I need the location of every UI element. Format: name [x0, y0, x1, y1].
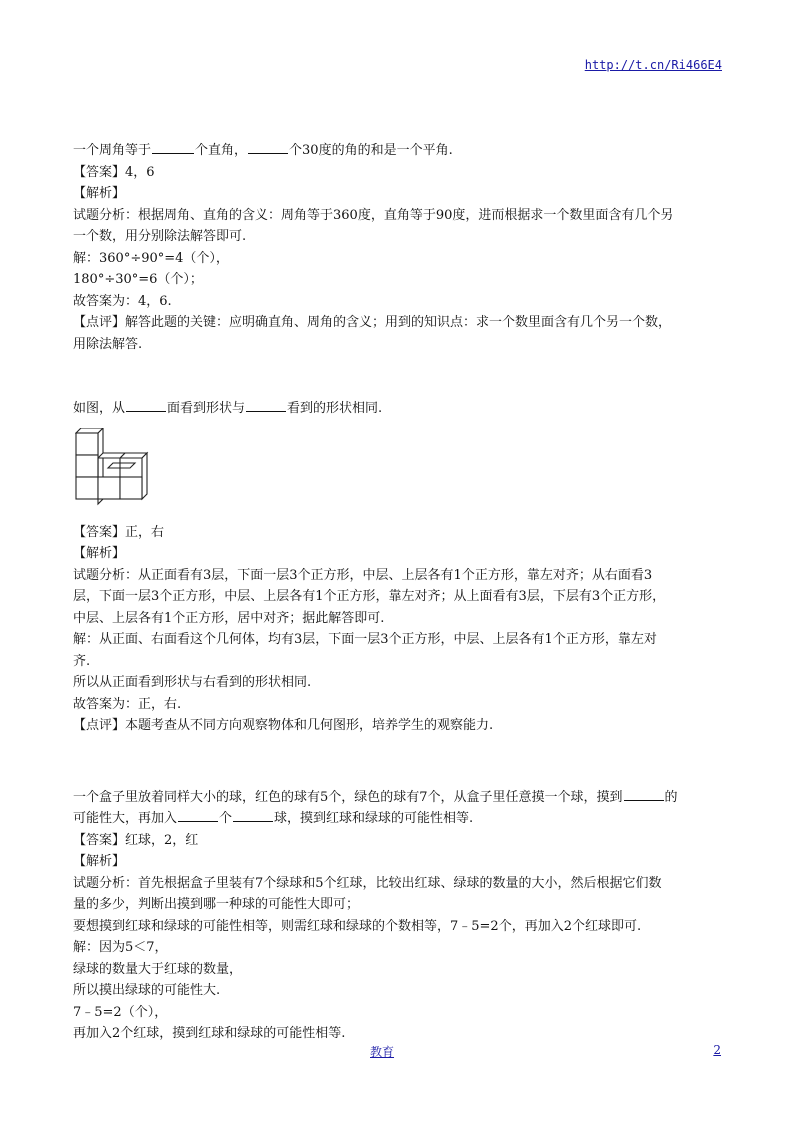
q2-analysis-line: 【点评】本题考查从不同方向观察物体和几何图形，培养学生的观察能力. [73, 718, 494, 733]
answer-blank[interactable] [624, 788, 664, 801]
q2-analysis-line: 所以从正面看到形状与右看到的形状相同. [73, 675, 312, 690]
q3-stem: 一个盒子里放着同样大小的球，红色的球有5个，绿色的球有7个，从盒子里任意摸一个球，摸到 的 [73, 789, 678, 805]
q3-answer: 【答案】红球，2，红 [73, 832, 199, 848]
q2-analysis-line: 齐. [73, 653, 91, 669]
q3-analysis-line: 试题分析：首先根据盒子里装有7个绿球和5个红球，比较出红球、绿球的数量的大小，然后根据它们数 [73, 875, 662, 891]
q2-analysis-line: 层，下面一层3个正方形，中层、上层各有1个正方形，靠左对齐；从上面看有3层，下层有3个正方形， [73, 589, 666, 604]
q3-analysis-line: 解：因为5＜7， [73, 940, 168, 955]
answer-blank[interactable] [126, 399, 166, 412]
q1-analysis-line: 试题分析：根据周角、直角的含义：周角等于360度，直角等于90度，进而根据求一个数里面含有几个另 [73, 207, 674, 223]
q1-answer: 【答案】4，6 [73, 164, 155, 180]
q3-analysis-line: 量的多少，判断出摸到哪一种球的可能性大即可； [73, 897, 360, 912]
q3-stem: 可能性大，再加入 个 球，摸到红球和绿球的可能性相等. [73, 811, 474, 826]
footer-link[interactable]: 教育 [370, 1045, 395, 1059]
answer-blank[interactable] [248, 141, 288, 154]
page-content [73, 140, 723, 1045]
q2-answer: 【答案】正，右 [73, 524, 165, 540]
q3-analysis-line: 要想摸到红球和绿球的可能性相等，则需红球和绿球的个数相等，7﹣5=2个，再加入2个红球即可. [73, 918, 642, 934]
answer-blank[interactable] [152, 141, 194, 154]
q1-analysis-line: 一个数，用分别除法解答即可. [73, 229, 247, 244]
q1-analysis-line: 解：360°÷90°=4（个）， [73, 250, 229, 266]
header-link[interactable]: http://t.cn/Ri466E4 [584, 58, 722, 72]
q3-analysis-label: 【解析】 [73, 854, 126, 869]
q1-analysis-line: 用除法解答. [73, 336, 143, 352]
q2-analysis-label: 【解析】 [73, 546, 126, 561]
q1-stem: 一个周角等于 个直角， 个30度的角的和是一个平角. [73, 143, 453, 158]
q2-analysis-line: 解：从正面、右面看这个几何体，均有3层，下面一层3个正方形，中层、上层各有1个正方形，靠左对 [73, 632, 657, 647]
answer-blank[interactable] [233, 809, 273, 822]
answer-blank[interactable] [178, 809, 218, 822]
page-number: 2 [713, 1043, 721, 1057]
q3-analysis-line: 7﹣5=2（个）， [73, 1004, 168, 1020]
answer-blank[interactable] [246, 399, 286, 412]
q3-analysis-line: 所以摸出绿球的可能性大. [73, 983, 221, 998]
q2-analysis-line: 中层、上层各有1个正方形，居中对齐；据此解答即可. [73, 610, 385, 626]
q2-analysis-line: 试题分析：从正面看有3层，下面一层3个正方形，中层、上层各有1个正方形，靠左对齐；从右面看3 [73, 567, 653, 583]
q1-analysis-line: 180°÷30°=6（个）； [73, 272, 203, 287]
q2-analysis-line: 故答案为：正，右. [73, 696, 182, 712]
q3-analysis-line: 再加入2个红球，摸到红球和绿球的可能性相等. [73, 1026, 346, 1041]
q1-analysis-line: 故答案为：4，6. [73, 293, 172, 309]
q3-analysis-line: 绿球的数量大于红球的数量， [73, 961, 243, 977]
q1-analysis-label: 【解析】 [73, 186, 126, 201]
q2-stem: 如图，从 面看到形状与 看到的形状相同. [73, 401, 383, 416]
cube-stack-figure [75, 428, 155, 514]
q1-analysis-line: 【点评】解答此题的关键：应明确直角、周角的含义；用到的知识点：求一个数里面含有几个另一个数， [73, 315, 672, 330]
